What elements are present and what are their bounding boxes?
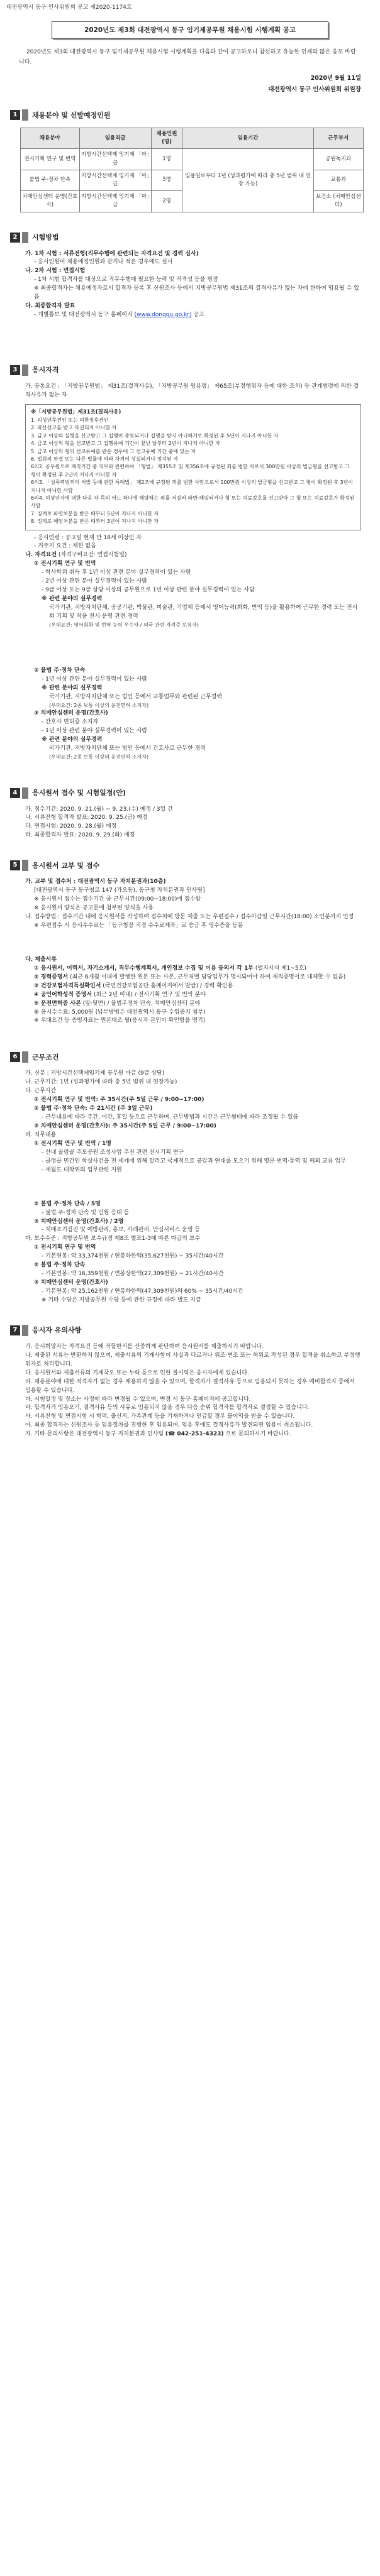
section-bar xyxy=(22,860,28,871)
pay-desc: - 기본연봉: 약 16,359천원 / 연봉상한액(27,309천원) ~ 21시간/40시간 xyxy=(42,1271,224,1278)
section-bar xyxy=(22,232,28,243)
doc-item: ④ 공인어학성적 증명서 xyxy=(34,991,92,998)
submit-method: 나. 접수방법 : 접수기간 내에 응시원서를 작성하여 접수처에 방문 제출 또는 우편접수 / 접수마감일 근무시간(18:00) 소인분까지 인정 xyxy=(25,914,354,921)
section-7-header xyxy=(10,1324,380,1337)
recruitment-table xyxy=(20,128,364,212)
table-cell: 전시기획 연구 및 번역 xyxy=(21,149,80,170)
final-result-tail: 공고 xyxy=(193,312,204,319)
section-title: 응시원서 교부 및 접수 xyxy=(32,861,100,870)
notice-contact: 자. 기타 문의사항은 대전광역시 동구 자치분권과 인사팀 xyxy=(25,1431,164,1438)
duty-title: 라. 직무내용 xyxy=(25,1131,57,1138)
table-cell: 지방시간선택제 임기제 「마」급 xyxy=(79,170,151,190)
homepage-link[interactable]: (www.donggu.go.kr) xyxy=(134,312,192,319)
table-cell: 치매안심센터 운영(간호사) xyxy=(21,191,80,212)
table-cell: 지방시간선택제 임기제 「마」급 xyxy=(79,191,151,212)
doc-item: ⑥ 응시수수료: 5,000원 (납부방법은 대전광역시 동구 수입증지 첨부) xyxy=(34,1009,206,1016)
disqualification-item: 6. 법원의 판결 또는 다른 법률에 따라 자격이 상실되거나 정지된 자 xyxy=(31,456,178,463)
section-bar xyxy=(22,109,28,121)
table-cell: 공원녹지과 xyxy=(313,149,363,170)
duty-desc: - 불법 주·정차 단속 및 민원 응대 등 xyxy=(42,1209,130,1216)
table-cell: 불법 주·정차 단속 xyxy=(21,170,80,190)
qualification-title: 나. 자격요건 xyxy=(25,552,57,559)
age-requirement: - 응시연령 : 공고일 현재 만 18세 이상인 자 xyxy=(34,534,142,541)
table-header: 임용직급 xyxy=(79,128,151,149)
section-1-header xyxy=(10,109,380,121)
field-1-title: ① 전시기획 연구 및 번역 xyxy=(34,561,96,567)
duty-item: ① 전시기획 연구 및 번역 / 1명 xyxy=(34,1140,111,1147)
qualification-details xyxy=(25,534,361,762)
cond-status: 가. 신분 : 지방시간선택제임기제 공무원 마급 (9급 상당) xyxy=(25,1070,165,1077)
pay-desc: - 기본연봉: 약 25,162천원 / 연봉하한액(47,309천원)의 60% ~ 35시간/40시간 xyxy=(42,1288,243,1295)
table-cell: 5명 xyxy=(151,170,182,190)
duty-desc: - 치매조기검진 및 예방관리, 홍보, 사례관리, 안심서비스 운영 등 xyxy=(42,1227,201,1234)
exam-step-1-note: - 응시인원이 채용예정인원과 같거나 적은 경우에도 실시 xyxy=(34,259,173,266)
field-3-title: ③ 치매안심센터 운영(간호사) xyxy=(34,710,108,717)
section-4-header xyxy=(10,787,380,799)
section-title: 응시원서 접수 및 시험일정(안) xyxy=(32,788,126,797)
doc-item-note: (최근 6개월 이내에 발행한 원본 또는 사본, 근무처별 담당업무가 명시되어야 하며 재직증명서로 대체할 수 없음) xyxy=(70,973,346,980)
documents-title: 다. 제출서류 xyxy=(25,956,57,963)
field-3-req: - 간호사 면허증 소지자 xyxy=(42,719,99,726)
pay-title: 마. 보수수준 : 지방공무원 보수규정 제8조 별표1-3에 따른 마급의 보수 xyxy=(25,1236,201,1242)
notice-item: 라. 채용분야에 대한 적격자가 없는 경우 채용하지 않을 수 있으며, 합격자가 결격사유 등으로 임용되지 못하는 경우 예비합격자 중에서 임용할 수 있습니다. xyxy=(25,1378,355,1394)
doc-item-remark: ※ 우대요건 등 증빙자료는 원본대조 필(응시자 본인이 확인함을 명기) xyxy=(34,1017,206,1024)
exam-method xyxy=(25,250,361,321)
residence-requirement: - 거주지 요건 : 제한 없음 xyxy=(34,543,96,550)
field-2-req: - 1년 이상 관련 분야 실무경력이 있는 사람 xyxy=(42,676,148,683)
cond-hours-item: ① 전시기획 연구 및 번역: 주 35시간(주 5일 근무 / 9:00~17:00) xyxy=(34,1097,204,1104)
doc-item-note: (앞·뒷면) / 불법주정차 단속, 치매안심센터 분야 xyxy=(82,1000,201,1007)
notice-item: 사. 서류전형 및 면접시험 시 학력, 출신지, 가족관계 등을 기재하거나 언급할 경우 불이익을 받을 수 있습니다. xyxy=(25,1413,295,1420)
field-3-related: 국가기관, 지방자치단체 또는 법인 등에서 간호사로 근무한 경력 xyxy=(49,745,206,752)
final-result-note xyxy=(25,311,361,320)
announcement-ref: 대전광역시 동구 인사위원회 공고 제2020-1174호 xyxy=(6,4,132,11)
notice-contact-tail: 으로 문의하시기 바랍니다. xyxy=(225,1431,291,1438)
table-header: 채용분야 xyxy=(21,128,80,149)
contact-phone: (☎ 042-251-4323) xyxy=(165,1431,224,1438)
submit-method-note: ※ 우편접수 시 응시수수료는 「동구청장 지정 수수료계좌」로 송금 후 영수증을 동봉 xyxy=(34,922,243,929)
field-2-preference: (우대요건: 2종 보통 이상의 운전면허 소지자) xyxy=(49,703,149,709)
field-3-req: - 1년 이상 관련 분야 실무경력이 있는 사람 xyxy=(42,728,148,735)
section-title: 시험방법 xyxy=(32,233,59,241)
document-title: 2020년도 제3회 대전광역시 동구 임기제공무원 채용시험 시행계획 공고 xyxy=(52,21,328,39)
doc-item-note: (별지서식 제1~5호) xyxy=(255,965,306,972)
qualification-common xyxy=(25,383,361,400)
schedule-item: 나. 서류전형 합격자 발표: 2020. 9. 25.(금) 예정 xyxy=(25,814,148,821)
table-cell: 보건소 (치매안심센터) xyxy=(313,191,363,212)
table-header: 임용기간 xyxy=(182,128,313,149)
section-6-header xyxy=(10,1051,380,1063)
duty-desc: - 골령골 민간인 학살사건을 전 세계에 위해 알리고 국제적으로 공감과 연대를 모으기 위해 영문 번역·통역 및 해외 교류 업무 xyxy=(42,1158,346,1165)
application xyxy=(25,878,361,1026)
final-result-text: - 개별통보 및 대전광역시 동구 홈페이지 xyxy=(34,312,133,319)
final-result: 다. 최종합격자 발표 xyxy=(25,303,75,310)
issuing-organization: 대전광역시 동구 인사위원회 위원장 xyxy=(268,86,361,94)
section-bar xyxy=(22,364,28,376)
cond-hours-item: ② 불법 주·정차 단속: 주 21시간 (주 3일 근무) xyxy=(34,1105,153,1112)
field-1-related-title: ※ 관련 분야의 실무경력 xyxy=(42,596,103,603)
disqualification-item: 1. 피성년후견인 또는 피한정후견인 xyxy=(31,417,109,424)
section-bar xyxy=(22,1051,28,1063)
schedule xyxy=(25,806,361,841)
announcement-date: 2020년 9월 11일 xyxy=(310,74,361,82)
disqualification-title: ※「지방공무원법」제31조(결격사유) xyxy=(31,408,121,415)
table-header: 근무부서 xyxy=(313,128,363,149)
exam-step-2-note: - 1차 시험 합격자를 대상으로 직무수행에 필요한 능력 및 적격성 등을 평정 xyxy=(34,277,218,283)
pay-remark: ※ 기타 수당은 지방공무원 수당 등에 관한 규정에 따라 별도 지급 xyxy=(42,1296,201,1303)
field-3-related-title: ※ 관련 분야의 실무경력 xyxy=(42,737,103,743)
notice-item: 아. 최종 합격자는 신원조사 등 임용절차를 진행한 후 임용되며, 임용 후에도 결격사유가 발견되면 임용이 취소됩니다. xyxy=(25,1422,313,1429)
notice-item: 가. 응시희망자는 자격요건 등에 적합한지를 신중하게 판단하여 응시원서를 제출하시기 바랍니다. xyxy=(25,1343,264,1350)
pay-desc: - 기본연봉: 약 33,374천원 / 연봉하한액(35,627천원) ~ 35시간/40시간 xyxy=(42,1253,224,1260)
disqualification-item: 6의2. 공무원으로 재직기간 중 직무와 관련하여 「형법」 제355조 및 제356조에 규정된 죄를 범한 자로서 300만원 이상의 벌금형을 선고받고 그 형이 확정된 후 2년이 지나지 아니한 자 xyxy=(31,464,350,478)
cond-hours-item: ③ 치매안심센터 운영(간호사): 주 35시간(주 5일 근무 / 9:00~17:00) xyxy=(34,1123,216,1130)
exam-step-1: 가. 1차 시험 : 서류전형(직무수행에 관련되는 자격요건 및 경력 심사) xyxy=(25,250,199,257)
pay-item: ② 불법 주·정차 단속 xyxy=(34,1262,86,1269)
field-2-related-title: ※ 관련 분야의 실무경력 xyxy=(42,685,103,692)
disqualification-item: 2. 파산선고를 받고 복권되지 아니한 자 xyxy=(31,425,117,431)
duty-desc: - 세월도 대학위의 업무관련 지원 xyxy=(42,1166,122,1173)
cond-period: 나. 근무기간: 1년 (성과평가에 따라 총 5년 범위 내 연장가능) xyxy=(25,1079,177,1086)
section-title: 응시자격 xyxy=(32,366,59,375)
doc-item: ② 경력증명서 xyxy=(34,973,69,980)
section-number: 7 xyxy=(10,1325,20,1335)
disqualification-item: 5. 금고 이상의 형의 선고유예를 받은 경우에 그 선고유예 기간 중에 있는 자 xyxy=(31,448,196,454)
table-cell: 2명 xyxy=(151,191,182,212)
submit-note: ※ 응시원서 접수는 접수기간 중 근무시간(09:00~18:00)에 접수함 xyxy=(34,896,201,903)
common-requirement: 가. 공통요건 : 「지방공무원법」 제31조(결격사유), 「지방공무원 임용령」 제65조(부정행위자 등에 대한 조치) 등 관계법령에 의한 결격사유가 없는 자 xyxy=(25,383,359,398)
notice-item: 나. 제출된 서류는 반환하지 않으며, 제출서류의 기재사항이 사실과 다르거나 위조·변조 또는 허위로 작성된 경우 합격을 취소하고 부정행위자로 처리합니다. xyxy=(25,1352,360,1367)
schedule-item: 가. 접수기간: 2020. 9. 21.(월) ~ 9. 23.(수) 예정 / 3일 간 xyxy=(25,806,173,813)
section-title: 채용분야 및 선발예정인원 xyxy=(32,111,111,119)
field-1-preference: (우대요건: 영어회화 및 번역 능력 우수자 / 외국 관련 자격증 보유자) xyxy=(49,622,199,628)
section-number: 1 xyxy=(10,110,20,120)
intro-paragraph: 2020년도 제3회 대전광역시 동구 임기제공무원 채용시험 시행계획을 다음과 같이 공고하오니 참신하고 유능한 인재의 많은 응모 바랍니다. xyxy=(19,49,356,65)
section-title: 근무조건 xyxy=(32,1053,59,1061)
cond-hours-title: 다. 근무시간 xyxy=(25,1088,57,1095)
section-number: 6 xyxy=(10,1052,20,1062)
section-number: 4 xyxy=(10,788,20,798)
submit-note: ※ 응시원서 양식은 공고문에 첨부된 양식을 사용 xyxy=(34,905,154,912)
table-cell: 지방시간선택제 임기제 「마」급 xyxy=(79,149,151,170)
schedule-item: 라. 최종합격자 발표: 2020. 9. 29.(화) 예정 xyxy=(25,832,135,839)
field-1-req: - 2년 이상 관련 분야 실무경력이 있는 사람 xyxy=(42,578,148,585)
submit-place: 가. 교부 및 접수처 : 대전광역시 동구 자치분권과(10층) xyxy=(25,879,166,885)
table-cell: 임용일로부터 1년 (성과평가에 따라 총 5년 범위 내 연장 가능) xyxy=(182,149,313,212)
duty-desc: - 산내 골령골 추모공원 조성사업 추진 관련 전시기획 연구 xyxy=(42,1149,184,1156)
section-3-header xyxy=(10,364,380,376)
schedule-item: 다. 면접시험: 2020. 9. 28.(월) 예정 xyxy=(25,823,117,830)
cond-hours-note: - 근무내용에 따라 주간, 야간, 휴일 등으로 근무하며, 근무방법과 시간은 근무형태에 따라 조정될 수 있음 xyxy=(42,1114,299,1121)
doc-item-note: (최근 2년 이내) / 전시기획 연구 및 번역 분야 xyxy=(94,991,206,998)
duty-item: ② 불법 주·정차 단속 / 5명 xyxy=(34,1200,101,1207)
disqualification-item: 6의4. 미성년자에 대한 다음 각 목의 어느 하나에 해당하는 죄를 저질러 파면·해임되거나 형 또는 치료감호를 선고받아 그 형 또는 치료감호가 확정된 사람 xyxy=(31,495,355,509)
notices xyxy=(25,1343,361,1439)
exam-step-2-remark: ※ 최종합격자는 채용예정자로서 합격자 등록 후 신원조사 등에서 지방공무원법 제31조의 결격사유가 없는 자에 한하여 임용될 수 있음 xyxy=(34,285,359,301)
section-5-header xyxy=(10,859,380,872)
notice-item: 바. 합격자가 임용포기, 결격사유 등의 사유로 임용되지 않을 경우 다음 순위 합격자를 합격자로 결정할 수 있습니다. xyxy=(25,1405,310,1411)
disqualification-item: 6의3. 「성폭력범죄의 처벌 등에 관한 특례법」 제2조에 규정된 죄를 범한 사람으로서 100만원 이상의 벌금형을 선고받고 그 형이 확정된 후 3년이 지나지 아니한 사람 xyxy=(31,480,354,493)
qualification-subtitle: (자격구비요건: 면접시험일) xyxy=(58,552,127,559)
doc-item: ③ 건강보험자격득실확인서 xyxy=(34,982,101,989)
table-cell: 1명 xyxy=(151,149,182,170)
pay-item: ③ 치매안심센터 운영(간호사) xyxy=(34,1280,108,1286)
table-row xyxy=(21,149,364,170)
notice-item: 다. 응시원서와 제출서류의 기재착오 또는 누락 등으로 인한 불이익은 응시자에게 있습니다. xyxy=(25,1369,250,1376)
section-bar xyxy=(22,787,28,799)
field-1-req: - 9급 이상 또는 9급 상당 이상의 공무원으로 1년 이상 관련 분야 실무경력이 있는 사람 xyxy=(42,587,255,594)
table-cell: 교통과 xyxy=(313,170,363,190)
doc-item: ① 응시원서, 이력서, 자기소개서, 직무수행계획서, 개인정보 수집 및 이용 동의서 각 1부 xyxy=(34,965,254,972)
section-2-header xyxy=(10,231,380,244)
section-bar xyxy=(22,1325,28,1336)
doc-item: ⑤ 운전면허증 사본 xyxy=(34,1000,81,1007)
section-number: 5 xyxy=(10,860,20,870)
field-1-req: - 학사학위 취득 후 1년 이상 관련 분야 실무경력이 있는 사람 xyxy=(42,569,191,576)
field-1-related: 국가기관, 지방자치단체, 공공기관, 박물관, 미술관, 기업체 등에서 영어능력(회화, 번역 등)을 활용하여 근무한 경력 또는 전시회 기획 및 작품 전시·운영 관련 경력 xyxy=(49,605,358,620)
field-3-preference: (우대요건: 2종 보통 이상의 운전면허 소지자) xyxy=(49,754,149,760)
pay-item: ① 전시기획 연구 및 번역 xyxy=(34,1244,96,1251)
notice-item: 마. 시험일정 및 장소는 사정에 따라 변경될 수 있으며, 변경 시 동구 홈페이지에 공고합니다. xyxy=(25,1396,251,1403)
disqualification-item: 3. 금고 이상의 실형을 선고받고 그 집행이 종료되거나 집행을 받지 아니하기로 확정된 후 5년이 지나지 아니한 자 xyxy=(31,432,279,439)
table-header: 채용인원(명) xyxy=(151,128,182,149)
disqualification-item: 8. 징계로 해임처분을 받은 때부터 3년이 지나지 아니한 자 xyxy=(31,518,159,525)
submit-address: [대전광역시 동구 동구청로 147 (가오동), 동구청 자치분권과 인사팀] xyxy=(34,887,205,894)
duty-item: ③ 치매안심센터 운영(간호사) / 2명 xyxy=(34,1218,124,1225)
section-number: 2 xyxy=(10,233,20,243)
exam-step-2: 나. 2차 시험 : 면접시험 xyxy=(25,268,86,275)
doc-item-note: (국민건강보험공단 홈페이지에서 발급) / 경력 확인용 xyxy=(103,982,233,989)
field-2-title: ② 불법 주·정차 단속 xyxy=(34,667,86,674)
disqualification-item: 7. 징계로 파면처분을 받은 때부터 5년이 지나지 아니한 자 xyxy=(31,510,159,517)
disqualification-box xyxy=(25,404,361,530)
section-number: 3 xyxy=(10,365,20,375)
working-conditions xyxy=(25,1070,361,1305)
section-title: 응시자 유의사항 xyxy=(32,1326,82,1335)
disqualification-item: 4. 금고 이상의 형을 선고받고 그 집행유예 기간이 끝난 날부터 2년이 지나지 아니한 자 xyxy=(31,441,220,447)
field-2-related: 국가기관, 지방자치단체 또는 법인 등에서 교통업무와 관련된 근무경력 xyxy=(49,694,223,701)
